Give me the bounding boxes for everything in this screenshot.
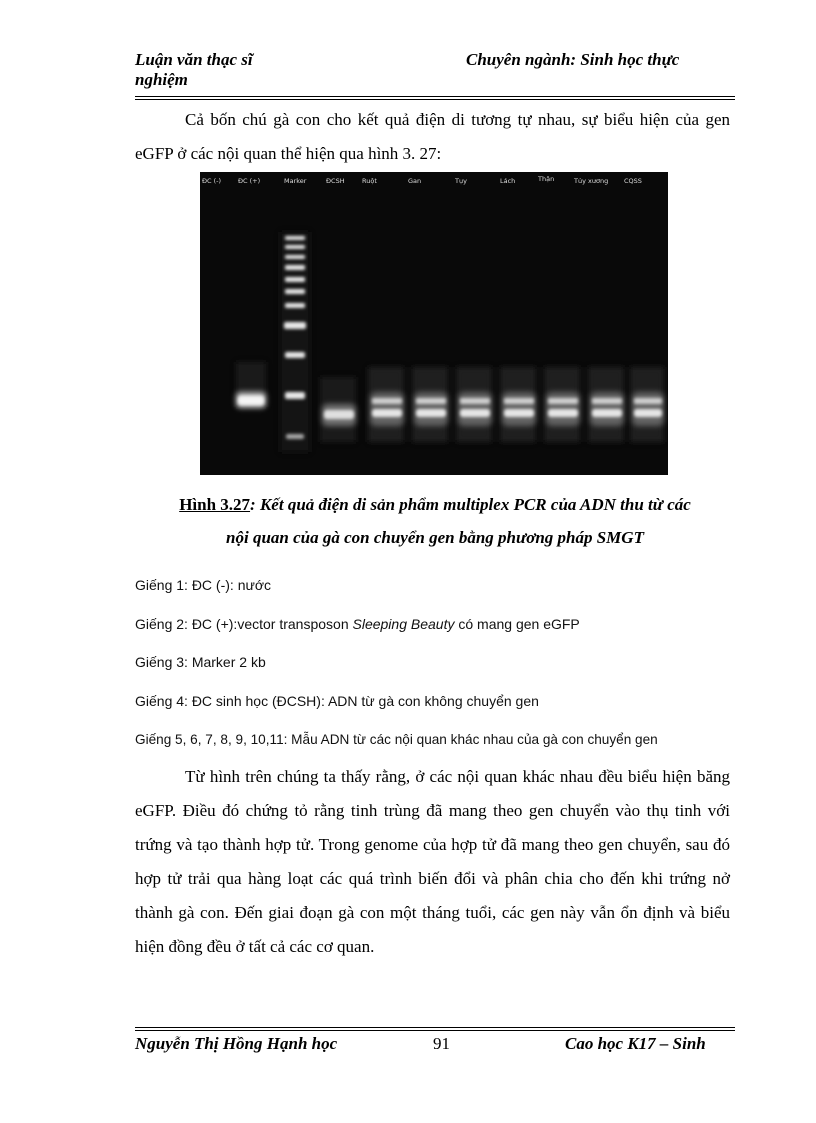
lane-label: Marker [284, 177, 307, 185]
header-left: Luận văn thạc sĩ nghiệm [135, 50, 253, 89]
lane-note-3: Giếng 3: Marker 2 kb [135, 654, 266, 670]
lane-note-2-pre: vector transposon [237, 616, 353, 632]
lane-label: ĐC (-) [202, 177, 222, 185]
lane-label: Tủy xương [574, 177, 609, 185]
lane-label: Lách [500, 177, 516, 185]
lane-label: ĐC (+) [238, 177, 261, 185]
gel-svg [200, 172, 668, 475]
figure-caption [135, 488, 735, 522]
footer-left: Nguyễn Thị Hồng Hạnh học [135, 1034, 338, 1053]
intro-paragraph [135, 103, 730, 171]
lane-note-4: Giếng 4: ĐC sinh học (ĐCSH): ADN từ gà con không chuyển gen [135, 693, 539, 709]
lane-note-2-label: Giếng 2: ĐC (+): [135, 616, 238, 632]
conclusion-paragraph [135, 760, 730, 964]
caption-line-2: nội quan của gà con chuyển gen bằng phương pháp SMGT [226, 528, 644, 547]
footer-rule [135, 1027, 735, 1028]
page-number: 91 [433, 1034, 450, 1053]
band-sample-lanes [370, 392, 664, 426]
lane-label: Ruột [362, 177, 377, 185]
figure-label: Hình 3.27 [179, 495, 251, 514]
intro-text: Cả bốn chú gà con cho kết quả điện di tương tự nhau, sự biểu hiện của gen eGFP ở các nội quan thể hiện qua hình 3. 27: [135, 110, 730, 163]
lane-label: CQSS [624, 177, 642, 185]
lane-note-5: Giếng 5, 6, 7, 8, 9, 10,11: Mẫu ADN từ các nội quan khác nhau của gà con chuyển gen [135, 732, 658, 747]
page-footer [135, 1034, 735, 1078]
header-rule [135, 96, 735, 97]
caption-line-1: : Kết quả điện di sản phẩm multiplex PCR của ADN thu từ các [250, 495, 691, 514]
lane-label: Thận [538, 175, 555, 183]
header-right: Chuyên ngành: Sinh học thực [466, 50, 680, 69]
band-biological-control [322, 404, 356, 426]
lane-label: Gan [408, 177, 422, 185]
page-header [135, 50, 735, 94]
conclusion-text: Từ hình trên chúng ta thấy rằng, ở các nội quan khác nhau đều biểu hiện băng eGFP. Điều đó chứng tỏ rằng tinh trùng đã mang theo gen chuyển vào thụ tinh với trứng và tạo thành hợp tử. Trong genome của hợp tử đã mang theo gen chuyển, sau đó hợp tử trải qua hàng loạt các quá trình biến đổi và phân chia cho đến khi trứng nở thành gà con. Đến giai đoạn gà con một tháng tuổi, các gen này vẫn ổn định và biểu hiện đồng đều ở tất cả các cơ quan. [135, 767, 730, 956]
gel-electrophoresis-image [200, 172, 668, 475]
footer-rule-2 [135, 1030, 735, 1031]
footer-right: Cao học K17 – Sinh [565, 1034, 706, 1053]
band-positive-control [236, 392, 266, 408]
lane-note-1: Giếng 1: ĐC (-): nước [135, 577, 272, 593]
lane-label: ĐCSH [326, 177, 345, 185]
lane-note-2-post: có mang gen eGFP [454, 616, 580, 632]
header-rule-2 [135, 99, 735, 100]
lane-note-2 [135, 616, 745, 632]
lane-note-2-italic: Sleeping Beauty [352, 616, 455, 632]
lane-label: Tụy [455, 177, 467, 185]
